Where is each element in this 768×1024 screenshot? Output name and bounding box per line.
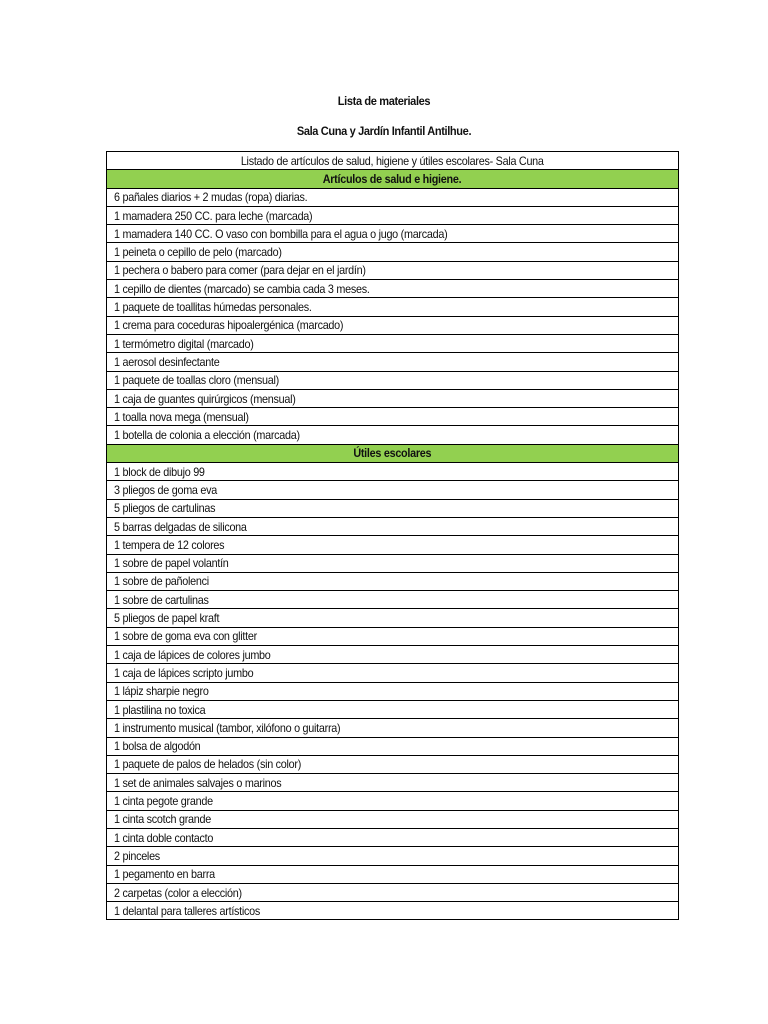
table-row	[107, 828, 679, 846]
list-item: 1 sobre de papel volantín	[114, 556, 229, 571]
table-row	[107, 463, 679, 481]
table-row	[107, 554, 679, 572]
item-cell	[107, 847, 679, 865]
table-row	[107, 371, 679, 389]
table-row	[107, 517, 679, 535]
table-row	[107, 792, 679, 810]
list-item: 1 caja de lápices de colores jumbo	[114, 647, 271, 662]
list-item: 1 cinta doble contacto	[114, 830, 214, 845]
table-row	[107, 755, 679, 773]
table-row	[107, 865, 679, 883]
item-cell	[107, 499, 679, 517]
item-cell	[107, 646, 679, 664]
table-row	[107, 700, 679, 718]
table-row	[107, 682, 679, 700]
table-row	[107, 408, 679, 426]
item-cell	[107, 883, 679, 901]
item-cell	[107, 591, 679, 609]
list-item: 5 barras delgadas de silicona	[114, 519, 247, 534]
list-item: 3 pliegos de goma eva	[114, 482, 218, 497]
item-cell	[107, 627, 679, 645]
item-cell	[107, 828, 679, 846]
table-row	[107, 609, 679, 627]
list-item: 1 sobre de pañolenci	[114, 574, 209, 589]
item-cell	[107, 389, 679, 407]
item-cell	[107, 609, 679, 627]
table-row	[107, 902, 679, 920]
list-item: 1 set de animales salvajes o marinos	[114, 775, 282, 790]
item-cell	[107, 206, 679, 224]
table-row	[107, 481, 679, 499]
list-item: 1 paquete de palos de helados (sin color)	[114, 757, 302, 772]
item-cell	[107, 554, 679, 572]
section-header-cell	[107, 170, 679, 188]
item-cell	[107, 408, 679, 426]
item-cell	[107, 261, 679, 279]
list-item: 1 cinta pegote grande	[114, 794, 213, 809]
list-item: 1 cepillo de dientes (marcado) se cambia cada 3 meses.	[114, 281, 370, 296]
table-row	[107, 847, 679, 865]
item-cell	[107, 426, 679, 444]
item-cell	[107, 810, 679, 828]
list-item: 1 peineta o cepillo de pelo (marcado)	[114, 245, 282, 260]
table-row	[107, 572, 679, 590]
item-cell	[107, 481, 679, 499]
item-cell	[107, 316, 679, 334]
list-item: 1 paquete de toallitas húmedas personales.	[114, 300, 312, 315]
table-row	[107, 261, 679, 279]
list-item: 1 sobre de cartulinas	[114, 592, 209, 607]
list-item: 1 caja de lápices scripto jumbo	[114, 665, 254, 680]
materials-table	[106, 151, 679, 920]
table-row	[107, 353, 679, 371]
table-row	[107, 280, 679, 298]
list-item: 1 instrumento musical (tambor, xilófono o guitarra)	[114, 720, 341, 735]
list-item: 1 termómetro digital (marcado)	[114, 336, 254, 351]
item-cell	[107, 463, 679, 481]
item-cell	[107, 572, 679, 590]
list-item: 1 mamadera 140 CC. O vaso con bombilla para el agua o jugo (marcada)	[114, 226, 448, 241]
table-row	[107, 389, 679, 407]
table-row	[107, 774, 679, 792]
section-heading: Artículos de salud e higiene.	[323, 171, 462, 186]
table-row	[107, 591, 679, 609]
item-cell	[107, 517, 679, 535]
list-item: 1 delantal para talleres artísticos	[114, 903, 261, 918]
table-caption-cell	[107, 152, 679, 170]
table-row	[107, 206, 679, 224]
item-cell	[107, 865, 679, 883]
list-item: 5 pliegos de papel kraft	[114, 611, 220, 626]
document-subtitle: Sala Cuna y Jardín Infantil Antilhue.	[296, 124, 472, 138]
table-row	[107, 664, 679, 682]
list-item: 1 toalla nova mega (mensual)	[114, 409, 249, 424]
materials-table-body	[107, 152, 679, 920]
table-row	[107, 646, 679, 664]
table-caption-row	[107, 152, 679, 170]
item-cell	[107, 188, 679, 206]
item-cell	[107, 682, 679, 700]
list-item: 2 pinceles	[114, 848, 160, 863]
table-row	[107, 225, 679, 243]
list-item: 2 carpetas (color a elección)	[114, 885, 242, 900]
item-cell	[107, 280, 679, 298]
item-cell	[107, 664, 679, 682]
item-cell	[107, 719, 679, 737]
table-caption: Listado de artículos de salud, higiene y útiles escolares- Sala Cuna	[241, 153, 544, 168]
list-item: 1 aerosol desinfectante	[114, 354, 220, 369]
table-row	[107, 536, 679, 554]
item-cell	[107, 755, 679, 773]
table-row	[107, 243, 679, 261]
item-cell	[107, 902, 679, 920]
list-item: 1 tempera de 12 colores	[114, 537, 225, 552]
table-row	[107, 719, 679, 737]
list-item: 1 botella de colonia a elección (marcada)	[114, 428, 300, 443]
item-cell	[107, 792, 679, 810]
list-item: 5 pliegos de cartulinas	[114, 501, 216, 516]
table-row	[107, 316, 679, 334]
item-cell	[107, 298, 679, 316]
section-header-row	[107, 170, 679, 188]
table-row	[107, 883, 679, 901]
item-cell	[107, 371, 679, 389]
table-row	[107, 426, 679, 444]
list-item: 1 paquete de toallas cloro (mensual)	[114, 373, 279, 388]
table-row	[107, 810, 679, 828]
table-row	[107, 188, 679, 206]
list-item: 1 bolsa de algodón	[114, 739, 201, 754]
section-header-row	[107, 444, 679, 462]
table-row	[107, 627, 679, 645]
list-item: 1 crema para coceduras hipoalergénica (marcado)	[114, 318, 344, 333]
list-item: 1 pegamento en barra	[114, 867, 215, 882]
list-item: 1 caja de guantes quirúrgicos (mensual)	[114, 391, 296, 406]
list-item: 1 pechera o babero para comer (para dejar en el jardín)	[114, 263, 366, 278]
document-title: Lista de materiales	[337, 94, 431, 108]
list-item: 1 lápiz sharpie negro	[114, 684, 209, 699]
table-row	[107, 334, 679, 352]
table-row	[107, 737, 679, 755]
table-row	[107, 298, 679, 316]
item-cell	[107, 774, 679, 792]
list-item: 1 cinta scotch grande	[114, 812, 212, 827]
list-item: 1 block de dibujo 99	[114, 464, 205, 479]
table-row	[107, 499, 679, 517]
item-cell	[107, 536, 679, 554]
item-cell	[107, 700, 679, 718]
list-item: 1 plastilina no toxica	[114, 702, 206, 717]
item-cell	[107, 353, 679, 371]
item-cell	[107, 243, 679, 261]
item-cell	[107, 225, 679, 243]
item-cell	[107, 737, 679, 755]
list-item: 1 mamadera 250 CC. para leche (marcada)	[114, 208, 313, 223]
section-header-cell	[107, 444, 679, 462]
item-cell	[107, 334, 679, 352]
list-item: 6 pañales diarios + 2 mudas (ropa) diarias.	[114, 190, 308, 205]
section-heading: Útiles escolares	[353, 446, 432, 461]
list-item: 1 sobre de goma eva con glitter	[114, 629, 257, 644]
